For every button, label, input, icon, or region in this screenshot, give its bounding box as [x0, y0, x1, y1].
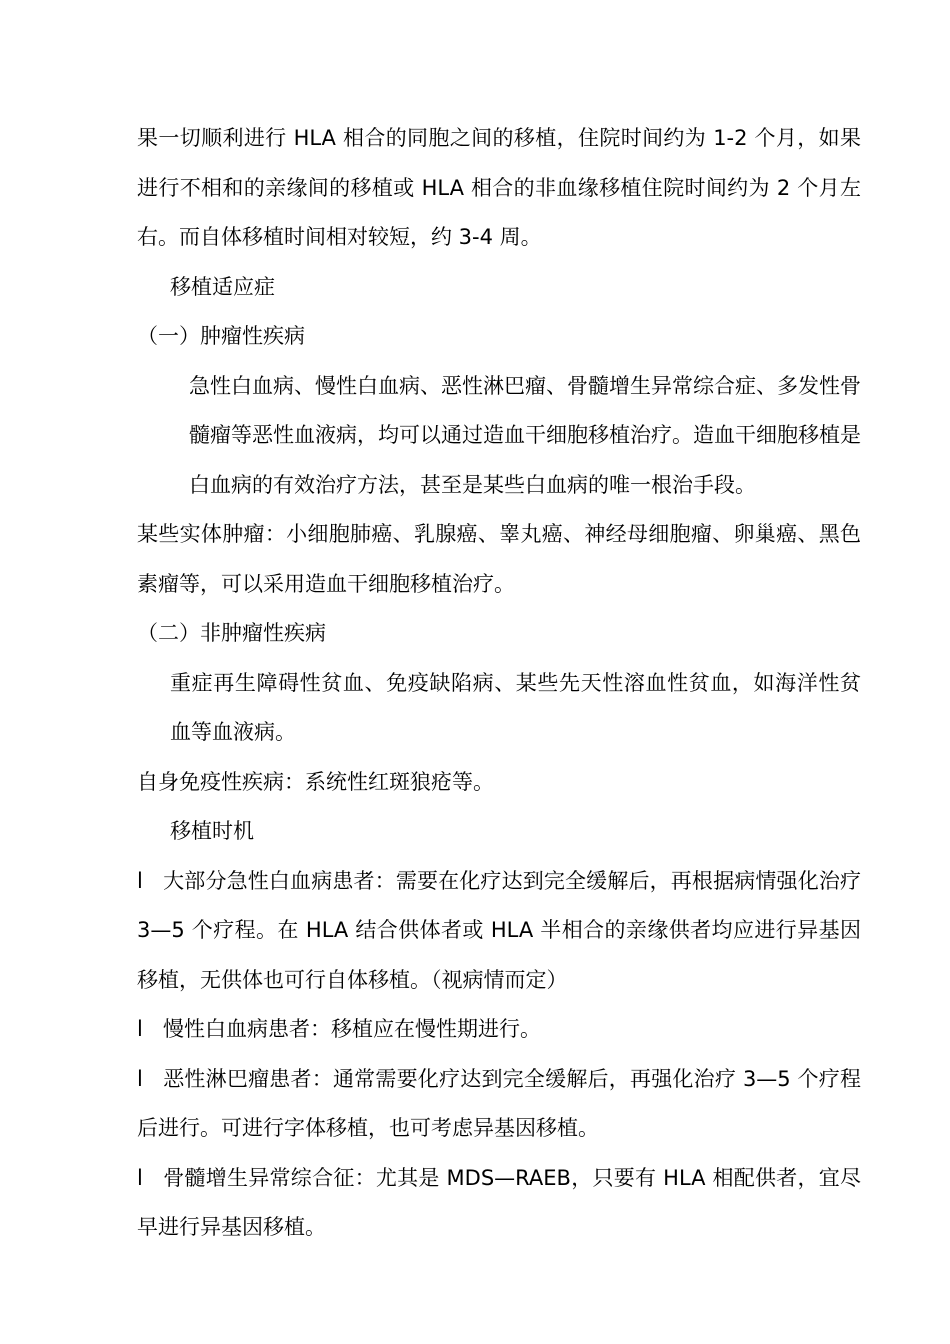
bullet-marker: l — [137, 868, 143, 893]
paragraph-anemia: 重症再生障碍性贫血、免疫缺陷病、某些先天性溶血性贫血，如海洋性贫血等血液病。 — [170, 670, 861, 744]
bullet-item-lymphoma — [137, 1055, 861, 1154]
bullet-text: 慢性白血病患者：移植应在慢性期进行。 — [163, 1017, 541, 1041]
bullet-marker: l — [137, 1165, 143, 1190]
paragraph-hospital-stay: 果一切顺利进行 HLA 相合的同胞之间的移植，住院时间约为 1-2 个月，如果进行不相和的亲缘间的移植或 HLA 相合的非血缘移植住院时间约为 2 个月左右。而自体移植时间相对较短，约 3-4 周。 — [137, 126, 861, 249]
bullet-text: 大部分急性白血病患者：需要在化疗达到完全缓解后，再根据病情强化治疗 3—5 个疗程。在 HLA 结合供体者或 HLA 半相合的亲缘供者均应进行异基因移植，无供体也可行自体移植。（视病情而定） — [137, 868, 861, 992]
bullet-marker: l — [137, 1017, 143, 1041]
heading-transplant-indications: 移植适应症 — [170, 274, 275, 299]
heading-non-neoplastic-diseases: （二）非肿瘤性疾病 — [137, 621, 326, 645]
bullet-item-mds — [137, 1154, 861, 1253]
heading-transplant-timing: 移植时机 — [170, 819, 254, 843]
document-body — [137, 114, 861, 1253]
paragraph-solid-tumors: 某些实体肿瘤：小细胞肺癌、乳腺癌、睾丸癌、神经母细胞瘤、卵巢癌、黑色素瘤等，可以采用造血干细胞移植治疗。 — [137, 522, 861, 596]
paragraph-autoimmune: 自身免疫性疾病：系统性红斑狼疮等。 — [137, 769, 494, 794]
bullet-item-chronic-leukemia — [137, 1005, 861, 1055]
bullet-text: 恶性淋巴瘤患者：通常需要化疗达到完全缓解后，再强化治疗 3—5 个疗程后进行。可进行字体移植，也可考虑异基因移植。 — [137, 1066, 861, 1140]
bullet-marker: l — [137, 1066, 143, 1091]
heading-neoplastic-diseases: （一）肿瘤性疾病 — [137, 324, 305, 348]
paragraph-hematologic-malignancies: 急性白血病、慢性白血病、恶性淋巴瘤、骨髓增生异常综合症、多发性骨髓瘤等恶性血液病，均可以通过造血干细胞移植治疗。造血干细胞移植是白血病的有效治疗方法，甚至是某些白血病的唯一根治手段。 — [189, 373, 861, 497]
bullet-text: 骨髓增生异常综合征：尤其是 MDS—RAEB，只要有 HLA 相配供者，宜尽早进行异基因移植。 — [137, 1165, 861, 1239]
bullet-item-acute-leukemia — [137, 857, 861, 1006]
